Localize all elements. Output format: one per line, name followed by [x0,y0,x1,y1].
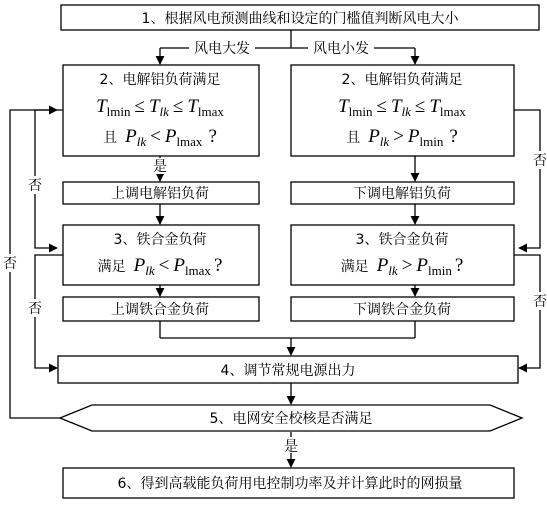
no-loop-step2r-to-step3r [514,110,540,248]
step1-text: 1、根据风电预测曲线和设定的门槛值判断风电大小 [141,11,459,27]
no-loop-step3r-to-step4 [514,255,540,368]
label-yes-step5: 是 [284,439,298,455]
step4-text: 4、调节常规电源出力 [220,363,356,379]
step2-left-title: 2、电解铝负荷满足 [99,72,221,88]
label-no-left-step2: 否 [28,178,42,194]
step3-left-cond: 满足 $P_{lk} < P_{lmax}$ ? [97,255,223,278]
down-fe-text: 下调铁合金负荷 [353,302,451,318]
step6-text: 6、得到高载能负荷用电控制功率及并计算此时的网损量 [117,476,463,492]
label-wind-small: 风电小发 [313,41,369,57]
step3-right-cond: 满足 $P_{lk} > P_{lmin}$ ? [340,255,464,278]
label-wind-large: 风电大发 [194,41,250,57]
down-al-text: 下调电解铝负荷 [353,186,451,202]
step3-right-title: 3、铁合金负荷 [355,232,449,248]
step2-right-cond: 且 $P_{lk} > P_{lmin}$ ? [346,126,458,149]
label-no-right-step3: 否 [533,294,547,310]
label-no-left-step3: 否 [28,301,42,317]
step2-left-cond: 且 $P_{lk} < P_{lmax}$ ? [103,126,217,149]
label-no-right-step2: 否 [533,153,547,169]
step2-left-range: $T_{lmin} \le T_{lk} \le T_{lmax}$ [96,96,224,119]
step2-right-range: $T_{lmin} \le T_{lk} \le T_{lmax}$ [338,96,466,119]
step3-left-title: 3、铁合金负荷 [113,232,207,248]
up-fe-text: 上调铁合金负荷 [111,302,209,318]
step5-text: 5、电网安全校核是否满足 [209,411,373,427]
step2-right-title: 2、电解铝负荷满足 [341,72,463,88]
label-yes-step2: 是 [153,159,167,175]
label-no-step5-loop: 否 [3,256,17,272]
up-al-text: 上调电解铝负荷 [111,186,209,202]
